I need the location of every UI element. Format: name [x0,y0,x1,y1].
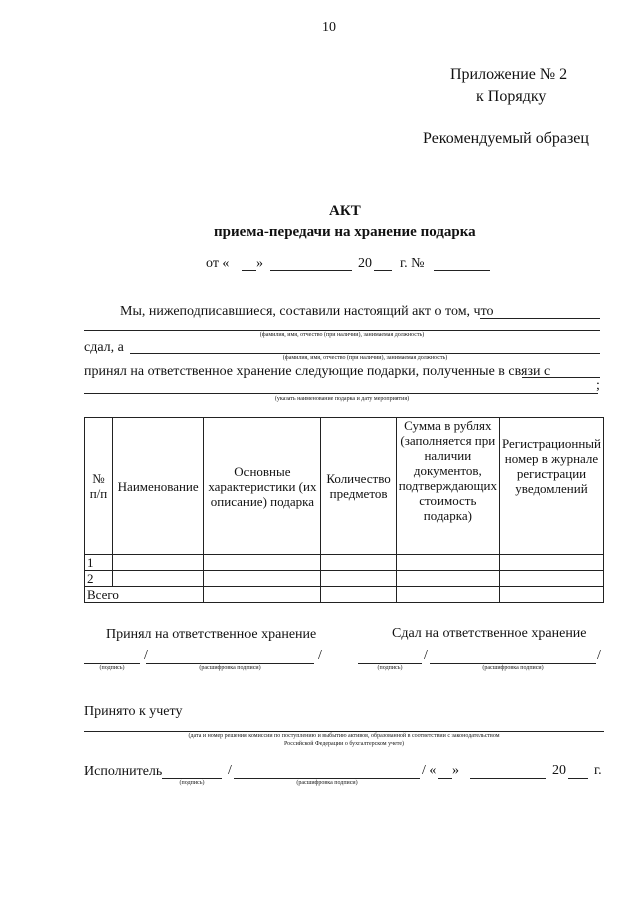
row-number: 2 [85,571,113,587]
date-number-label: г. № [400,256,425,271]
slash: / [424,648,428,663]
appendix-number: Приложение № 2 [450,66,568,83]
col-header-reg-number: Регистрационный номер в журнале регистрации уведомлений [499,418,603,555]
sign-hint: (подпись) [99,665,125,671]
executor-year-suffix: г. [594,763,602,778]
slash: / [318,648,322,663]
executor-label: Исполнитель [84,764,163,779]
date-year: 20 [358,256,372,271]
appendix-ref: к Порядку [476,88,547,105]
doc-title: АКТ [329,203,361,219]
executor-date-close: » [452,763,459,778]
date-quote: » [256,256,263,271]
accounting-hint-2: Российской Федерации о бухгалтерском учете) [283,741,405,747]
executor-date-open: / « [422,763,437,778]
hint-name-position: (фамилия, имя, отчество (при наличии), занимаемая должность) [259,332,425,338]
sign-hint: (подпись) [179,780,205,786]
sample-label: Рекомендуемый образец [423,130,589,147]
hint-name-position-2: (фамилия, имя, отчество (при наличии), занимаемая должность) [282,355,448,361]
col-header-name: Наименование [112,418,203,555]
row-number: 1 [85,555,113,571]
col-header-sum: Сумма в рублях (заполняется при наличии документов, подтверждающих стоимость подарка) [396,418,499,555]
body-line1: Мы, нижеподписавшиеся, составили настоящий акт о том, что [120,304,494,319]
doc-subtitle: приема-передачи на хранение подарка [214,224,476,240]
slash: / [228,763,232,778]
page-number: 10 [322,20,336,35]
accounting-label: Принято к учету [84,704,183,719]
decode-hint: (расшифровка подписи) [296,780,358,786]
gifts-table [84,417,604,603]
table-row [85,571,604,587]
accounting-hint: (дата и номер решения комиссии по поступлению и выбытию активов, образованной в соответствии с законодательством [188,733,500,739]
col-header-quantity: Количество предметов [321,418,396,555]
decode-hint: (расшифровка подписи) [199,665,261,671]
body-line3: принял на ответственное хранение следующие подарки, полученные в связи с [84,364,551,379]
slash: / [144,648,148,663]
col-header-number: № п/п [85,418,113,555]
table-total-row [85,587,604,603]
date-from: от « [206,256,230,271]
executor-year: 20 [552,763,566,778]
hint-gift-event: (указать наименование подарка и дату мероприятия) [274,396,410,402]
sign-hint: (подпись) [377,665,403,671]
body-line2: сдал, а [84,340,124,355]
decode-hint: (расшифровка подписи) [482,665,544,671]
slash: / [597,648,601,663]
col-header-characteristics: Основные характеристики (их описание) подарка [204,418,321,555]
handed-label: Сдал на ответственное хранение [392,626,587,641]
total-label: Всего [85,587,204,603]
received-label: Принял на ответственное хранение [106,627,317,642]
semicolon: ; [596,378,600,393]
table-row [85,555,604,571]
